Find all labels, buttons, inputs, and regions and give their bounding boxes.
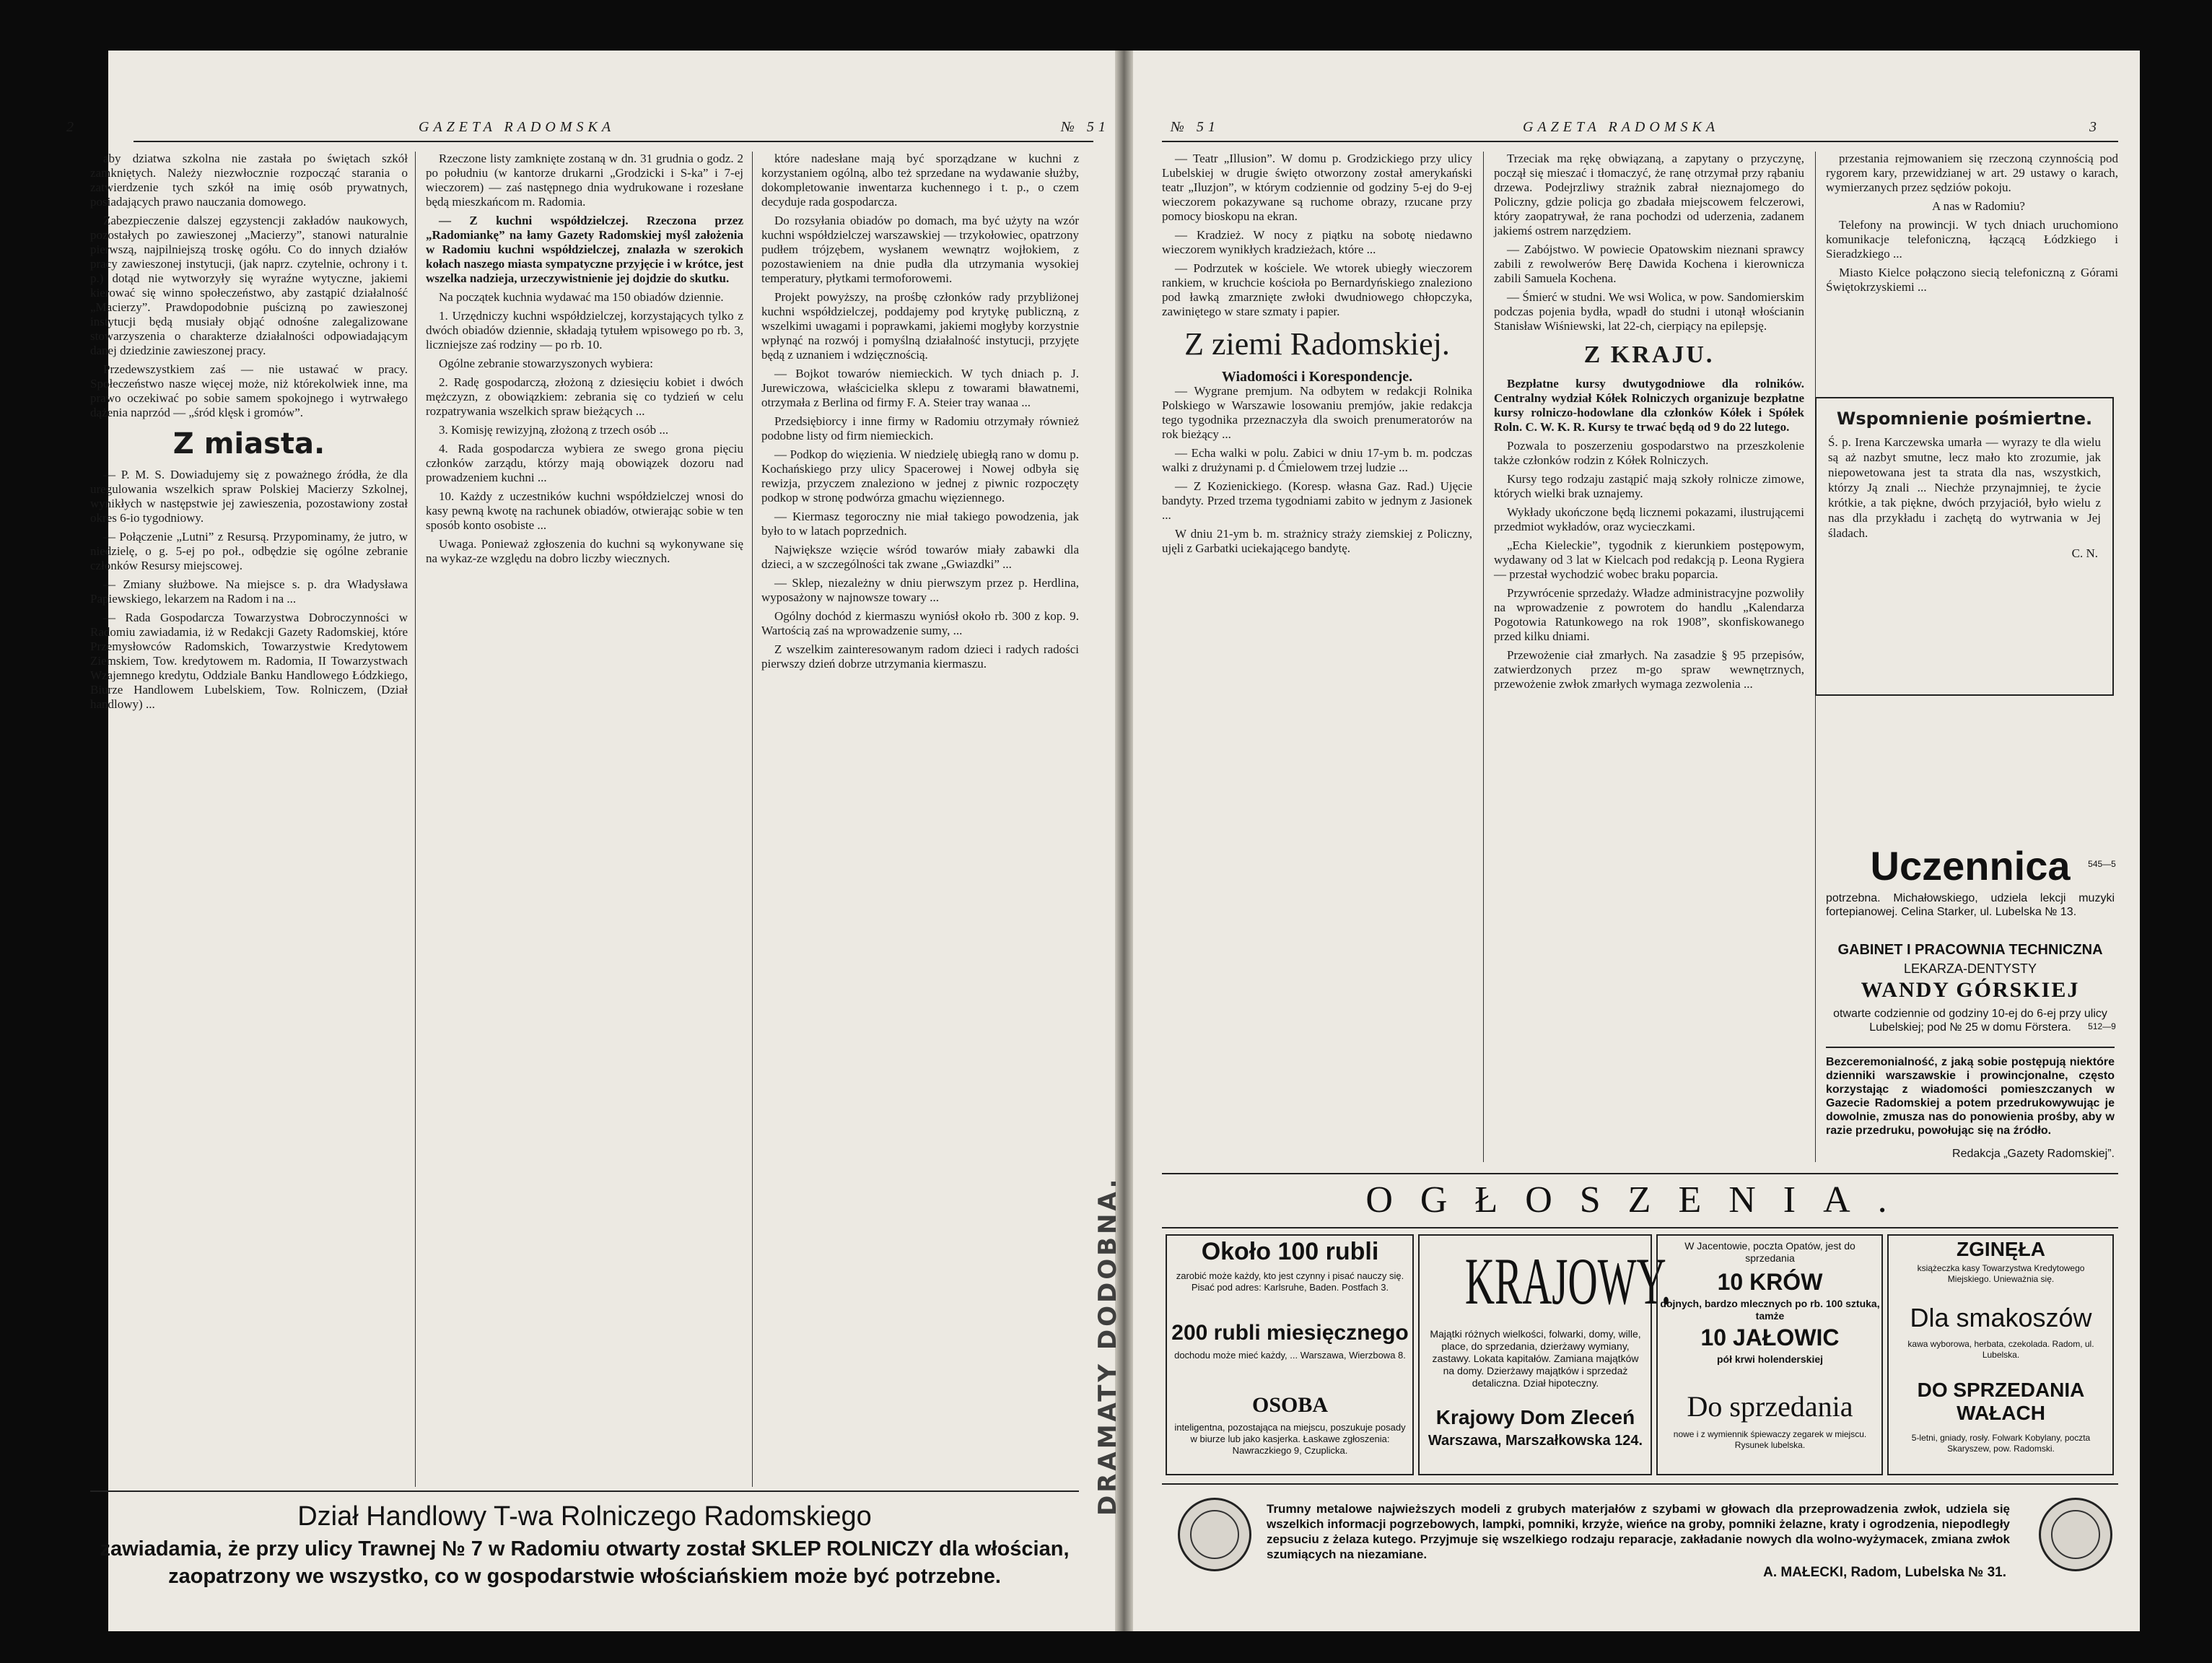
ad-title: 200 rubli miesięcznego xyxy=(1171,1321,1409,1345)
ad-text: dochodu może mieć każdy, ... Warszawa, Wierzbowa 8. xyxy=(1174,1350,1406,1361)
paragraph: Pozwala to poszerzeniu gospodarstwo na przeszkolenie także członków rodzin z Kółek Rolniczych. xyxy=(1494,439,1804,467)
header-rule xyxy=(1162,141,2118,142)
paragraph: które nadesłane mają być sporządzane w kuchni z korzystaniem ogólną, albo też sprzedane na wydawanie służby, dokompletowanie inwentarza kuchennego i t. p., o czem decyduje rada gospodarcza. xyxy=(761,152,1079,209)
ad-text: zarobić może każdy, kto jest czynny i pisać nauczy się. Pisać pod adres: Karlsruhe, Baden. Postfach 3. xyxy=(1176,1270,1404,1293)
ad-title: 10 KRÓW xyxy=(1717,1269,1823,1295)
section-heading: Z miasta. xyxy=(172,427,325,461)
ad-title: DO SPRZEDANIA WAŁACH xyxy=(1917,1379,2085,1424)
ad-title: Dla smakoszów xyxy=(1910,1303,2092,1332)
ad-text: dojnych, bardzo mlecznych po rb. 100 sztuka, tamże xyxy=(1660,1298,1880,1322)
running-title: GAZETA RADOMSKA xyxy=(1523,119,1720,135)
ad-text: Trumny metalowe najwieższych modeli z grubych materjałów z szybami w głowach dla przeprowadzenia zwłok, udziela się wszelkich informacji pogrzebowych, lampki, pomniki, krzyże, wieńce na groby, pomniki żelazne, kraty i ogrodzenia, niepodległy zepsuciu z żelaza kutego. Przyjmuje się wszelkiego rodzaju reparacje, zakładanie nowych dla wolno-wyżymacek, zmiana zwłok szumiących na niezamiane. xyxy=(1267,1502,2010,1561)
issue-number: № 51 xyxy=(1171,119,1220,135)
ad-line: zawiadamia, że przy ulicy Trawnej № 7 w Radomiu otwarty został SKLEP ROLNICZY dla włościan, xyxy=(100,1537,1070,1561)
paragraph: 1. Urzędniczy kuchni współdzielczej, korzystających tylko z dwóch obiadów dziennie, składają tytułem wpisowego po rb. 3, liczniejsze zaś rodziny — po rb. 10. xyxy=(426,309,743,352)
ad-text: książeczka kasy Towarzystwa Kredytowego Miejskiego. Unieważnia się. xyxy=(1917,1263,2085,1284)
section-heading: Z KRAJU. xyxy=(1583,341,1715,368)
paragraph: Rzeczone listy zamknięte zostaną w dn. 31 grudnia o godz. 2 po południu (w kantorze drukarni „Grodzicki i S-ka” i 7-ej wieczorem) — zaś następnego dnia wydrukowane i rozesłane będą mieszkańcom m. Radomia. xyxy=(426,152,743,209)
paragraph: Do rozsyłania obiadów po domach, ma być użyty na wzór kuchni współdzielczej warszawskiej — trzykołowiec, opatrzony pudłem trójzębem, wysłanem wewnątrz wojłokiem, z pozostawieniem na dnie pudła dla utrzymania wysokiej temperatury, płytkami termoforowemi. xyxy=(761,214,1079,285)
paragraph: aby dziatwa szkolna nie zastała po świętach szkół zamkniętych. Należy niezwłocznie rozpocząć starania o zatwierdzenie tych szkół na imię osób prywatnych, posiadających prawo nauczania domowego. xyxy=(90,152,408,209)
page-number: 2 xyxy=(66,119,78,135)
paragraph: — Rada Gospodarcza Towarzystwa Dobroczynności w Radomiu zawiadamia, iż w Redakcji Gazety Radomskiej, które Przemysłowców Radomskich, Towarzystwie Kredytowem Ziemskiem, Tow. kredytowem m. Radomia, II Towarzystwach Wzajemnego kredytu, Oddziale Banku Handlowego Łódzkiego, Biurze Handlowem Lubelskiem, Tow. Rolniczem, (Dział handlowy) ... xyxy=(90,611,408,711)
running-title: GAZETA RADOMSKA xyxy=(419,119,616,135)
paragraph: — P. M. S. Dowiadujemy się z poważnego źródła, że dla uregulowania wszelkich spraw Polskiej Macierzy Szkolnej, wynikłych w następstwie jej zawieszenia, pozostawiony został okres 6-io tygodniowy. xyxy=(90,468,408,525)
ad-title: Do sprzedania xyxy=(1687,1390,1853,1423)
ad-address: Warszawa, Marszałkowska 124. xyxy=(1428,1433,1643,1449)
paragraph: Na początek kuchnia wydawać ma 150 obiadów dziennie. xyxy=(439,290,724,304)
paragraph: — Bojkot towarów niemieckich. W tych dniach p. J. Jurewiczowa, właścicielka sklepu z towarami bławatnemi, otrzymała z Berlina od firmy F. A. Steier tray wanaa ... xyxy=(761,367,1079,409)
ad-line: zaopatrzony we wszystko, co w gospodarstwie włościańskiem może być potrzebne. xyxy=(168,1565,1001,1588)
ad-text: nowe i z wymiennik śpiewaczy zegarek w miejscu. Rysunek lubelska. xyxy=(1673,1429,1867,1450)
ad-title: ZGINĘŁA xyxy=(1957,1238,2045,1260)
paragraph: Uwaga. Ponieważ zgłoszenia do kuchni są wykonywane się na wykaz-ze względu na dobro liczby wiecznych. xyxy=(426,537,743,565)
paragraph: Wykłady ukończone będą licznemi pokazami, ilustrującemi przedmiot wykładów, oraz wycieczkami. xyxy=(1494,505,1804,533)
paragraph: Przedsiębiorcy i inne firmy w Radomiu otrzymały również podobne listy od firm niemieckich. xyxy=(761,414,1079,442)
memorial-signature: C. N. xyxy=(2071,546,2098,560)
paragraph: — Kradzież. W nocy z piątku na sobotę niedawno wieczorem wynikłych kradzieżach, które ... xyxy=(1162,228,1472,256)
paragraph: 10. Każdy z uczestników kuchni współdzielczej wnosi do kasy pewną kwotę na rachunek obiadów, otwierając sobie w ten sposób konto osobiste ... xyxy=(426,489,743,532)
column-1 xyxy=(90,152,408,1487)
ad-title: 10 JAŁOWIC xyxy=(1700,1324,1840,1350)
section-heading: Z ziemi Radomskiej. xyxy=(1184,326,1450,362)
notice-signature: Redakcja „Gazety Radomskiej”. xyxy=(1952,1148,2115,1160)
paragraph: Kursy tego rodzaju zastąpić mają szkoły rolnicze zimowe, których wielki brak uznajemy. xyxy=(1494,472,1804,500)
gabinet-title: GABINET I PRACOWNIA TECHNICZNA xyxy=(1837,942,2103,958)
paragraph: Trzeciak ma rękę obwiązaną, a zapytany o przyczynę, począł się mieszać i tłomaczyć, że ranę otrzymał przy rąbaniu drzewa. Podejrzliwy strażnik zabrał nieznajomego do Policzny, gdzie policja go zbadała miejscowem felczerowi, który zaopatrywał, że rana pochodzi od uderzenia, zadanem jakiemś ostrem narzędziem. xyxy=(1494,152,1804,237)
section-subheading: Wiadomości i Korespondencje. xyxy=(1221,369,1413,385)
editorial-notice: Bezceremonialność, z jaką sobie postępują niektóre dzienniki warszawskie i prowincjonalne, często korzystając z wiadomości pomieszczanych w Gazecie Radomskiej a potem przedrukowywując je dowolnie, zmusza nas do ponowienia prośby, aby w razie przedruku, powołując się na źródło. xyxy=(1826,1056,2115,1137)
paragraph: Zabezpieczenie dalszej egzystencji zakładów naukowych, pozostałych po zawieszonej „Macierzy”, stanowi naturalnie pierwszą, najpilniejszą troskę ogółu. Co do innych działów pracy zawieszonej instytucji, (jak naprz. czytelnie, ochrony i t. p.) dotąd nie wytworzyły się wyraźne wytyczne, jakiemi kierować się winno społeczeństwo, aby zastąpić działalność „Macierzy”. Prawdopodobnie puścizną po zawieszonej instytucji będą musiały objąć odnośne zalegalizowane stowarzyszenia o charakterze działalności odpowiadającym danej dziedzinie zawieszonej pracy. xyxy=(90,214,408,357)
ad-text: inteligentna, pozostająca na miejscu, poszukuje posady w biurze lub jako kasjerka. Łaskawe zgłoszenia: Nawraczkiego 9, Czuplicka. xyxy=(1174,1422,1406,1456)
paragraph: 2. Radę gospodarczą, złożoną z dziesięciu kobiet i dwóch mężczyzn, z obowiązkiem: zebrania się co tydzień w celu rozpatrywania wszelkich spraw bieżących ... xyxy=(426,375,743,418)
paragraph: „Echa Kieleckie”, tygodnik z kierunkiem postępowym, wydawany od 3 lat w Kielcach pod redakcją p. Leona Rygiera — przestał wychodzić wobec braku poparcia. xyxy=(1494,538,1804,581)
ad-code: 545—5 xyxy=(2088,859,2116,869)
gabinet-name: WANDY GÓRSKIEJ xyxy=(1861,978,2080,1002)
ad-code: 512—9 xyxy=(2088,1021,2116,1031)
paragraph: — Z kuchni współdzielczej. Rzeczona przez „Radomiankę” na łamy Gazety Radomskiej myśl założenia w Radomiu kuchni współdzielczej, znalazła w szerokich kołach naszego miasta sympatyczne przyjęcie i w krótce, jest wszelka nadzieja, urzeczywistnienie jej dojdzie do skutku. xyxy=(426,214,743,285)
paragraph: Przedewszystkiem zaś — nie ustawać w pracy. Społeczeństwo nasze więcej może, niż którekolwiek inne, ma prawo oczekiwać po sobie samem spokojnego i wytrwałego dążenia naprzód — „śród klęsk i gromów”. xyxy=(90,362,408,419)
paragraph: W dniu 21-ym b. m. strażnicy straży ziemskiej z Policzny, ujęli z Garbatki uciekającego bandytę. xyxy=(1162,527,1472,555)
column-1 xyxy=(1162,152,1472,1162)
uczennica-title: Uczennica xyxy=(1870,843,2071,889)
paragraph: Projekt powyższy, na prośbę członków rady przybliżonej kuchni współdzielczej, poddajemy pod krytykę publiczną, z wszelkimi uwagami i poprawkami, jakiemi mogłyby korzystnie wpłynąć na rozwój i pomyślną działalność instytucji, przyjęte będą z uznaniem i wdzięcznością. xyxy=(761,290,1079,362)
issue-number: № 51 xyxy=(1061,119,1110,135)
ad-signature: A. MAŁECKI, Radom, Lubelska № 31. xyxy=(1763,1565,2006,1580)
ad-title: KRAJOWY. xyxy=(1464,1244,1671,1318)
paragraph: Telefony na prowincji. W tych dniach uruchomiono komunikacje telefoniczną, łączącą Łódzkiego i Sieradzkiego ... xyxy=(1826,218,2118,261)
column-2 xyxy=(1494,152,1804,1162)
left-page xyxy=(66,51,1115,1631)
memorial-title: Wspomnienie pośmiertne. xyxy=(1836,409,2093,429)
ad-name: Krajowy Dom Zleceń xyxy=(1435,1406,1635,1428)
column-divider xyxy=(752,152,753,1487)
paragraph: — Wygrane premjum. Na odbytem w redakcji Rolnika Polskiego w Warszawie losowaniu premjów, jakie redakcja tego tygodnika przeznaczyła dla swoich prenumeratorów na rok bieżący ... xyxy=(1162,384,1472,441)
memorial-text: Ś. p. Irena Karczewska umarła — wyrazy te dla wielu są aż nazbyt smutne, lecz mało kto zrozumie, jak niepowetowana jest ta strata dla nas, wszystkich, którzy Ją znali ... Niechże przynajmniej, te życie krótkie, a tak piękne, dwóch przyjaciół, było wielu z nas dla przykładu i zachętą do wytrwania w Jej śladach. xyxy=(1828,435,2101,540)
paragraph: Przewożenie ciał zmarłych. Na zasadzie § 95 przepisów, zatwierdzonych przez m-go spraw wewnętrznych, przewożenie zwłok zmarłych wymaga zezwolenia ... xyxy=(1494,648,1804,691)
ads-mid-rule xyxy=(1162,1227,2118,1228)
paragraph: — Podrzutek w kościele. We wtorek ubiegły wieczorem rankiem, w kruchcie kościoła po Bernardyńskiego znaleziono pod ławką zmarznięte zwłoki dwudniowego chłopczyka, zawiniętego w stare szmaty i papier. xyxy=(1162,261,1472,318)
paragraph: — Zabójstwo. W powiecie Opatowskim nieznani sprawcy zabili z rewolwerów Berę Dawida Kochena i kierownicza zabili Samuela Kochena. xyxy=(1494,243,1804,285)
gabinet-subtitle: LEKARZA-DENTYSTY xyxy=(1903,961,2037,976)
header-rule xyxy=(134,141,1093,142)
paragraph: — Kiermasz tegoroczny nie miał takiego powodzenia, jak było to w latach poprzednich. xyxy=(761,510,1079,538)
paragraph: — Podkop do więzienia. W niedzielę ubiegłą rano w domu p. Kochańskiego przy ulicy Spacerowej i Nowej odbyła się rewizja, przyczem znaleziono w jednej z piwnic rozpoczęty podkop w stronę podwórza gmachu więziennego. xyxy=(761,448,1079,505)
paragraph: — Połączenie „Lutni” z Resursą. Przypominamy, że jutro, w niedzielę, o g. 5-ej po poł., odbędzie się ogólne zebranie członków Resursy miejscowej. xyxy=(90,530,408,572)
paragraph: — Sklep, niezależny w dniu pierwszym przez p. Herdlina, wyposażony w najnowsze towary ... xyxy=(761,576,1079,604)
uczennica-text: potrzebna. Michałowskiego, udziela lekcji muzyki fortepianowej. Celina Starker, ul. Lubelska № 13. xyxy=(1826,892,2115,918)
ads-heading: OGŁOSZENIA. xyxy=(1365,1179,1915,1221)
ad-text: Majątki różnych wielkości, folwarki, domy, wille, place, do sprzedania, dzierżawy wymiany, zastawy. Lokata kapitałów. Zamiana majątków na domy. Dzierżawy majątków i sprzedaż detaliczna. Dział hipoteczny. xyxy=(1430,1328,1641,1389)
paragraph: — Teatr „Illusion”. W domu p. Grodzickiego przy ulicy Lubelskiej w drugie święto otworzony został amerykański teatr „Iluzjon”, w którym codziennie od godziny 5-ej do 9-ej wieczorem pokazywane są ruchome obrazy, rzucane przy pomocy bioskopu na ekran. xyxy=(1162,152,1472,223)
column-2 xyxy=(426,152,743,1487)
seal-emblem-icon xyxy=(2039,1498,2112,1571)
ad-text: pół krwi holenderskiej xyxy=(1716,1353,1824,1365)
paragraph: Przywrócenie sprzedaży. Władze administracyjne pozwoliły na wprowadzenie z powrotem do handlu „Kalendarza Pogotowia Ratunkowego na rok 1908”, skonfiskowanego przed kilku dniami. xyxy=(1494,586,1804,643)
paragraph: Bezpłatne kursy dwutygodniowe dla rolników. Centralny wydział Kółek Rolniczych organizuje bezpłatne kursy rolniczo-hodowlane dla członków Kółek i Spółek Roln. C. W. K. R. Kursy te trwać będą od 9 do 22 lutego. xyxy=(1494,377,1804,434)
ad-title: Dział Handlowy T-wa Rolniczego Radomskiego xyxy=(297,1501,872,1532)
paragraph: Ogólne zebranie stowarzyszonych wybiera: xyxy=(439,357,653,370)
paragraph: Największe wzięcie wśród towarów miały zabawki dla dzieci, a w szczególności tak zwane „Gwiazdki” ... xyxy=(761,543,1079,571)
paragraph: A nas w Radomiu? xyxy=(1932,199,2025,213)
ad-title: Około 100 rubli xyxy=(1201,1238,1379,1265)
right-page xyxy=(1133,51,2140,1631)
paragraph: Z wszelkim zainteresowanym radom dzieci i radych radości pierwszy dzień dobrze utrzymania kiermaszu. xyxy=(761,642,1079,671)
paragraph: — Echa walki w polu. Zabici w dniu 17-ym b. m. podczas walki z drużynami p. d Ćmielowem trzej ludzie ... xyxy=(1162,446,1472,474)
gabinet-text: otwarte codziennie od godziny 10-ej do 6-ej przy ulicy Lubelskiej; pod № 25 w domu Förstera. xyxy=(1833,1008,2107,1034)
paragraph: 3. Komisję rewizyjną, złożoną z trzech osób ... xyxy=(439,423,669,437)
paragraph: — Zmiany służbowe. Na miejsce s. p. dra Władysława Papiewskiego, lekarzem na Radom i na ... xyxy=(90,577,408,606)
paragraph: przestania rejmowaniem się rzeczoną czynnością pod rygorem kary, przewidzianej w art. 29 ustawy o karach, wymierzanych przez sędziów pokoju. xyxy=(1826,152,2118,194)
ad-text: 5-letni, gniady, rosły. Folwark Kobylany, poczta Skaryszew, pow. Radomski. xyxy=(1911,1433,2091,1454)
ad-title: OSOBA xyxy=(1251,1393,1329,1417)
paragraph: 4. Rada gospodarcza wybiera ze swego grona pięciu członków zarządu, którzy mają obowiązek dozoru nad prowadzeniem kuchni ... xyxy=(426,442,743,484)
column-divider xyxy=(415,152,416,1487)
paragraph: — Z Kozienickiego. (Koresp. własna Gaz. Rad.) Ujęcie bandyty. Przed trzema tygodniami zabito w jednym z Jasionek ... xyxy=(1162,479,1472,522)
ads-bottom-rule xyxy=(1162,1483,2118,1485)
memorial-box xyxy=(1815,397,2114,696)
ad-rule xyxy=(90,1490,1079,1492)
bleed-through-text: DRAMATY DODOBNA. xyxy=(1093,1176,1122,1516)
ads-top-rule xyxy=(1162,1173,2118,1174)
divider xyxy=(1826,1047,2115,1048)
paragraph: — Śmierć w studni. We wsi Wolica, w pow. Sandomierskim podczas pojenia bydła, wpadł do studni i utonął włościanin Stanisław Wiśniewski, lat 22-ch, cierpiący na epilepsję. xyxy=(1494,290,1804,333)
column-divider xyxy=(1483,152,1484,1162)
ad-text: kawa wyborowa, herbata, czekolada. Radom, ul. Lubelska. xyxy=(1907,1339,2094,1360)
paragraph: Ogólny dochód z kiermaszu wyniósł około rb. 300 z kop. 9. Wartością zaś na wprowadzenie sumy, ... xyxy=(761,609,1079,637)
page-number: 3 xyxy=(2089,119,2101,135)
ad-text: W Jacentowie, poczta Opatów, jest do sprzedania xyxy=(1684,1240,1855,1264)
seal-emblem-icon xyxy=(1178,1498,1251,1571)
column-3 xyxy=(761,152,1079,1487)
paragraph: Miasto Kielce połączono siecią telefoniczną z Górami Świętokrzyskiemi ... xyxy=(1826,266,2118,294)
